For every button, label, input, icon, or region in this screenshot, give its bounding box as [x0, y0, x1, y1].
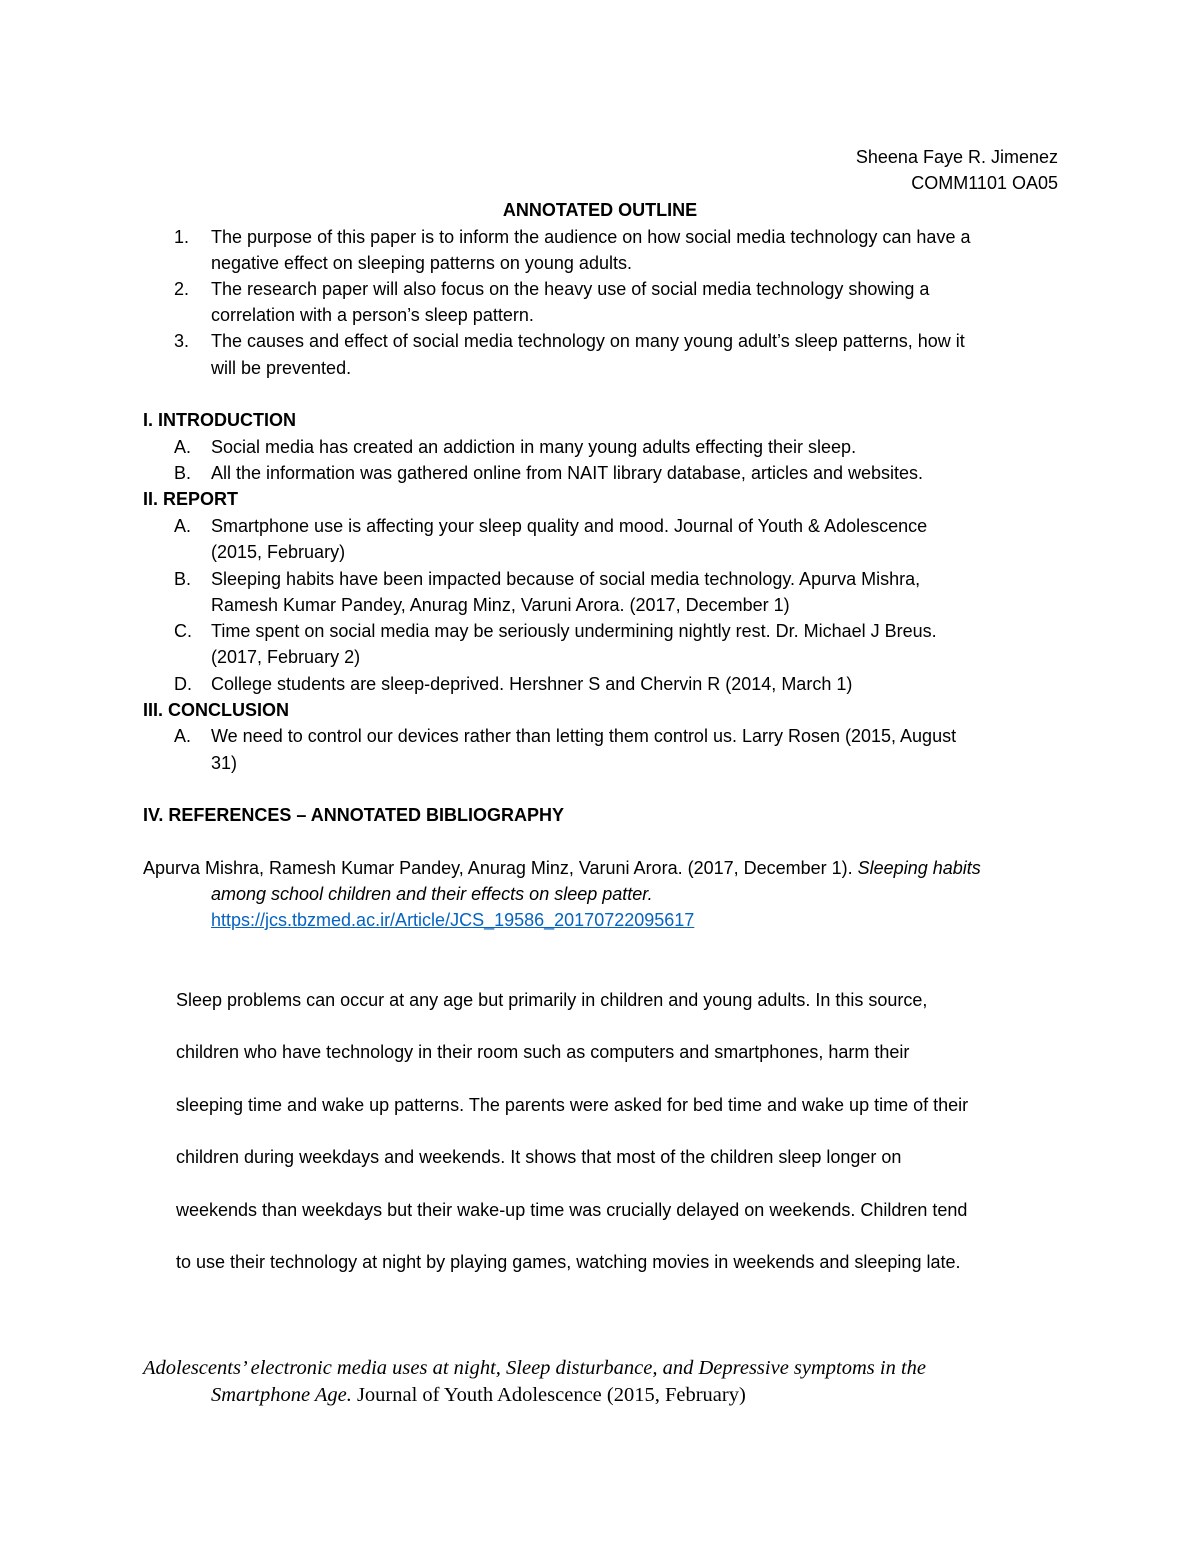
reference-title: Sleeping habits: [857, 858, 981, 878]
list-number: 3.: [174, 331, 190, 351]
list-item-line: The causes and effect of social media technology on many young adult’s sleep patterns, how it: [211, 331, 965, 351]
annotation-line: sleeping time and wake up patterns. The parents were asked for bed time and wake up time of their: [176, 1095, 969, 1115]
annotation-line: children during weekdays and weekends. It shows that most of the children sleep longer on: [176, 1147, 902, 1167]
list-item-line: College students are sleep-deprived. Hershner S and Chervin R (2014, March 1): [211, 674, 853, 694]
list-letter: A.: [174, 437, 192, 457]
reference2-journal: Journal of Youth Adolescence (2015, February): [351, 1384, 746, 1406]
reference2-title-continued: Smartphone Age.: [211, 1384, 352, 1406]
reference2-citation: [211, 1382, 746, 1408]
list-item-line: correlation with a person’s sleep pattern.: [211, 305, 534, 325]
annotation-line: children who have technology in their room such as computers and smartphones, harm their: [176, 1042, 910, 1062]
author-name: Sheena Faye R. Jimenez: [855, 147, 1058, 167]
list-item-line: All the information was gathered online from NAIT library database, articles and websites.: [211, 463, 924, 483]
section-heading-conclusion: III. CONCLUSION: [143, 700, 290, 720]
list-letter: B.: [174, 569, 192, 589]
list-letter: A.: [174, 516, 192, 536]
list-item-line: Smartphone use is affecting your sleep quality and mood. Journal of Youth & Adolescence: [211, 516, 928, 536]
list-letter: C.: [174, 621, 192, 641]
reference-url-link[interactable]: https://jcs.tbzmed.ac.ir/Article/JCS_19586_20170722095617: [211, 910, 695, 930]
section-heading-introduction: I. INTRODUCTION: [143, 410, 296, 430]
reference-citation: [143, 855, 981, 881]
list-item-line: 31): [211, 753, 238, 773]
list-number: 1.: [174, 227, 190, 247]
list-item-line: will be prevented.: [211, 358, 352, 378]
list-item-line: Ramesh Kumar Pandey, Anurag Minz, Varuni Arora. (2017, December 1): [211, 595, 790, 615]
list-number: 2.: [174, 279, 190, 299]
document-title: ANNOTATED OUTLINE: [502, 200, 698, 220]
list-item-line: Time spent on social media may be seriously undermining nightly rest. Dr. Michael J Breus.: [211, 621, 937, 641]
list-letter: B.: [174, 463, 192, 483]
reference-title-continued: among school children and their effects on sleep patter.: [211, 884, 653, 904]
section-heading-references: IV. REFERENCES – ANNOTATED BIBLIOGRAPHY: [143, 805, 565, 825]
list-item-line: We need to control our devices rather than letting them control us. Larry Rosen (2015, August: [211, 726, 957, 746]
annotation-line: to use their technology at night by playing games, watching movies in weekends and sleeping late.: [176, 1252, 961, 1272]
reference2-title: Adolescents’ electronic media uses at night, Sleep disturbance, and Depressive symptoms in the: [143, 1357, 927, 1379]
list-item-line: (2015, February): [211, 542, 346, 562]
list-item-line: The research paper will also focus on the heavy use of social media technology showing a: [211, 279, 930, 299]
list-letter: D.: [174, 674, 192, 694]
annotation-line: weekends than weekdays but their wake-up time was crucially delayed on weekends. Children tend: [176, 1200, 968, 1220]
section-heading-report: II. REPORT: [143, 489, 239, 509]
list-item-line: The purpose of this paper is to inform the audience on how social media technology can have a: [211, 227, 971, 247]
list-item-line: (2017, February 2): [211, 647, 361, 667]
course-code: COMM1101 OA05: [911, 173, 1058, 193]
list-item-line: Social media has created an addiction in many young adults effecting their sleep.: [211, 437, 857, 457]
list-item-line: negative effect on sleeping patterns on young adults.: [211, 253, 632, 273]
list-letter: A.: [174, 726, 192, 746]
reference-authors: Apurva Mishra, Ramesh Kumar Pandey, Anurag Minz, Varuni Arora. (2017, December 1).: [143, 858, 858, 878]
list-item-line: Sleeping habits have been impacted because of social media technology. Apurva Mishra,: [211, 569, 921, 589]
annotation-line: Sleep problems can occur at any age but primarily in children and young adults. In this source,: [176, 990, 928, 1010]
